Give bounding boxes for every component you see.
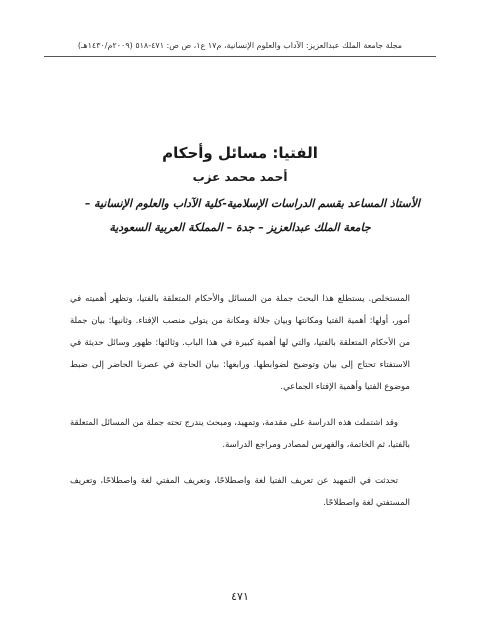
header-rule (44, 56, 436, 57)
author-affiliation (60, 192, 420, 240)
abstract (70, 288, 410, 528)
abstract-paragraph-3: تحدثت في التمهيد عن تعريف الفتيا لغة واصطلاحًا، وتعريف المفتي لغة واصطلاحًا، وتعريف المستفتي لغة واصطلاحًا. (70, 476, 410, 508)
abstract-paragraph-2: وقد اشتملت هذه الدراسة على مقدمة، وتمهيد، ومبحث يندرج تحته جملة من المسائل المتعلقة بالفتيا، ثم الخاتمة، والفهرس لمصادر ومراجع الدراسة. (70, 418, 410, 450)
running-header: مجلة جامعة الملك عبدالعزيز: الآداب والعلوم الإنسانية، م١٧ ع١، ص ص: ٤٧١-٥١٨ (٢٠٠٩م/١٤٣٠هـ) (77, 41, 403, 50)
author-name: أحمد محمد عزب (192, 170, 288, 184)
affiliation-line-1: الأستاذ المساعد بقسم الدراسات الإسلامية-كلية الآداب والعلوم الإنسانية – (84, 197, 420, 210)
page-number: ٤٧١ (231, 590, 249, 603)
article-title: الفتيا: مسائل وأحكام (162, 144, 318, 162)
abstract-paragraph-1: المستخلص. يستطلع هذا البحث جملة من المسائل والأحكام المتعلقة بالفتيا، وتظهر أهميته في أمور، أولها: أهمية الفتيا ومكانتها وبيان جلالة ومكانة من يتولى منصب الإفتاء. وثانيها: بيان جملة من الأحكام المتعلقة بالفتيا، والتي لها أهمية كبيرة في هذا الباب. وثالثها: ظهور وسائل حديثة في الاستفتاء تحتاج إلى بيان وتوضيح لضوابطها. ورابعها: بيان الحاجة في عصرنا الحاضر إلى ضبط موضوع الفتيا وأهمية الإفتاء الجماعي. (70, 294, 410, 392)
affiliation-line-2: جامعة الملك عبدالعزيز – جدة – المملكة العربية السعودية (109, 221, 371, 234)
